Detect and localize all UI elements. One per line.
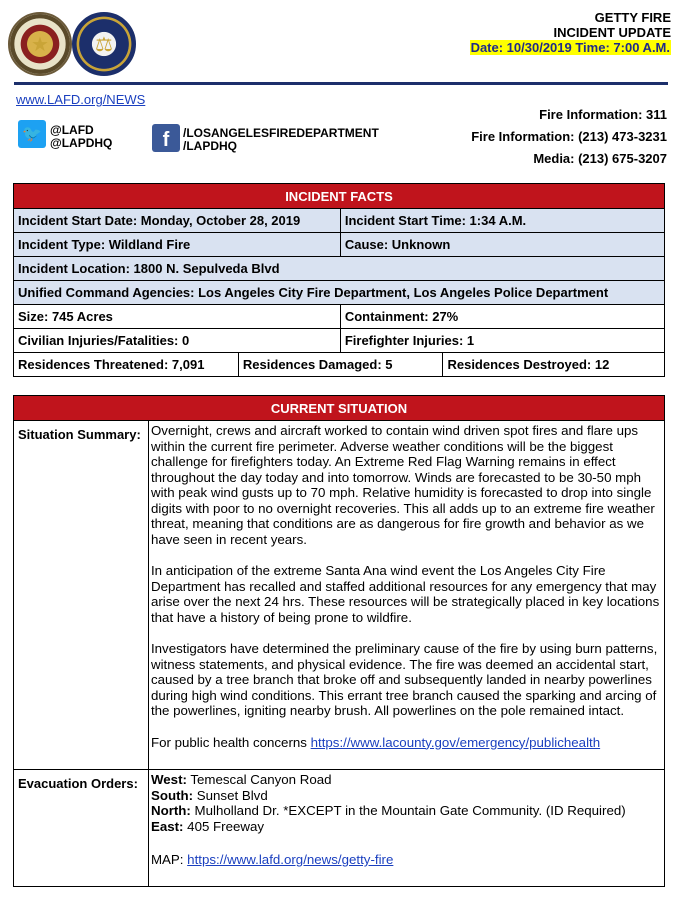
evac-south: South: Sunset Blvd [150,787,268,803]
twitter-handles [50,124,112,150]
unified-command-agencies: Unified Command Agencies: Los Angeles City Fire Department, Los Angeles Police Department [14,281,665,305]
twitter-handle-lapdhq[interactable]: @LAPDHQ [50,136,113,150]
facebook-pages [183,127,379,153]
evacuation-orders-label: Evacuation Orders: [14,770,149,887]
evacuation-orders [148,770,664,887]
incident-facts-table [13,183,665,377]
facebook-page-lapd[interactable]: /LAPDHQ [183,139,237,153]
map-line: MAP: https://www.lafd.org/news/getty-fire [150,852,394,867]
current-situation-table [13,395,665,887]
document-header [470,10,671,55]
facebook-page-lafd[interactable]: /LOSANGELESFIREDEPARTMENT [183,126,379,140]
public-health-line: For public health concerns https://www.lacounty.gov/emergency/publichealth [150,734,601,750]
summary-paragraph: Investigators have determined the preliminary cause of the fire by using burn patterns, witness statements, and physical evidence. The fire was deemed an accidental start, caused by a tree branch that broke off and subsequently landed in nearby powerlines during high wind conditions. This errant tree branch caused the sparking and arcing of the powerlines, igniting nearby brush. All powerlines on the pole remained intact. [150,641,658,718]
evac-east: East: 405 Freeway [150,818,265,834]
incident-type: Incident Type: Wildland Fire [14,233,341,257]
public-health-link[interactable]: https://www.lacounty.gov/emergency/publichealth [310,734,601,750]
incident-subtitle: INCIDENT UPDATE [553,25,671,40]
situation-summary [148,421,664,770]
lafd-seal-logo: ★ [8,12,72,76]
fire-info-311: Fire Information: 311 [539,107,667,122]
summary-paragraph: In anticipation of the extreme Santa Ana wind event the Los Angeles City Fire Department has recalled and staffed additional resources for any emergency that may arise over the next 24 hrs. These resources will be strategically placed in key locations that have a history of being prone to wildfire. [150,563,660,625]
twitter-handle-lafd[interactable]: @LAFD [50,123,94,137]
evac-north: North: Mulholland Dr. *EXCEPT in the Mountain Gate Community. (ID Required) [150,803,626,818]
incident-location: Incident Location: 1800 N. Sepulveda Blvd [14,257,665,281]
fire-size: Size: 745 Acres [14,305,341,329]
incident-title: GETTY FIRE [594,10,671,25]
header-divider [14,82,668,85]
lapd-seal-logo: ⚖ [72,12,136,76]
evac-west: West: Temescal Canyon Road [150,772,332,787]
situation-summary-label: Situation Summary: [14,421,149,770]
contact-info [471,104,667,170]
incident-start-time: Incident Start Time: 1:34 A.M. [340,209,664,233]
incident-cause: Cause: Unknown [340,233,664,257]
firefighter-injuries: Firefighter Injuries: 1 [340,329,664,353]
containment: Containment: 27% [340,305,664,329]
media-phone: Media: (213) 675-3207 [533,151,667,166]
date-time-line: Date: 10/30/2019 Time: 7:00 A.M. [470,40,670,55]
lafd-news-link[interactable]: www.LAFD.org/NEWS [16,92,146,107]
current-situation-heading: CURRENT SITUATION [14,396,665,421]
residences-damaged: Residences Damaged: 5 [238,353,443,377]
map-link[interactable]: https://www.lafd.org/news/getty-fire [187,852,394,867]
incident-start-date: Incident Start Date: Monday, October 28, 2019 [14,209,341,233]
fire-info-phone: Fire Information: (213) 473-3231 [471,129,667,144]
twitter-icon: 🐦 [18,120,46,148]
incident-facts-heading: INCIDENT FACTS [14,184,665,209]
civilian-injuries: Civilian Injuries/Fatalities: 0 [14,329,341,353]
summary-paragraph: Overnight, crews and aircraft worked to contain wind driven spot fires and flare ups within the current fire perimeter. Adverse weather conditions will be the biggest challenge for firefighters today. An Extreme Red Flag Warning remains in effect throughout the day today and into tomorrow. Winds are forecasted to be 30-50 mph with peak wind gusts up to 70 mph. Relative humidity is forecasted to drop into single digits with poor to no overnight recoveries. This all adds up to an extreme fire weather threat, meaning that conditions are as dangerous for fire growth and behavior as we have seen in recent years. [150,423,655,547]
facebook-icon: f [152,124,180,152]
residences-threatened: Residences Threatened: 7,091 [14,353,239,377]
residences-destroyed: Residences Destroyed: 12 [443,353,665,377]
